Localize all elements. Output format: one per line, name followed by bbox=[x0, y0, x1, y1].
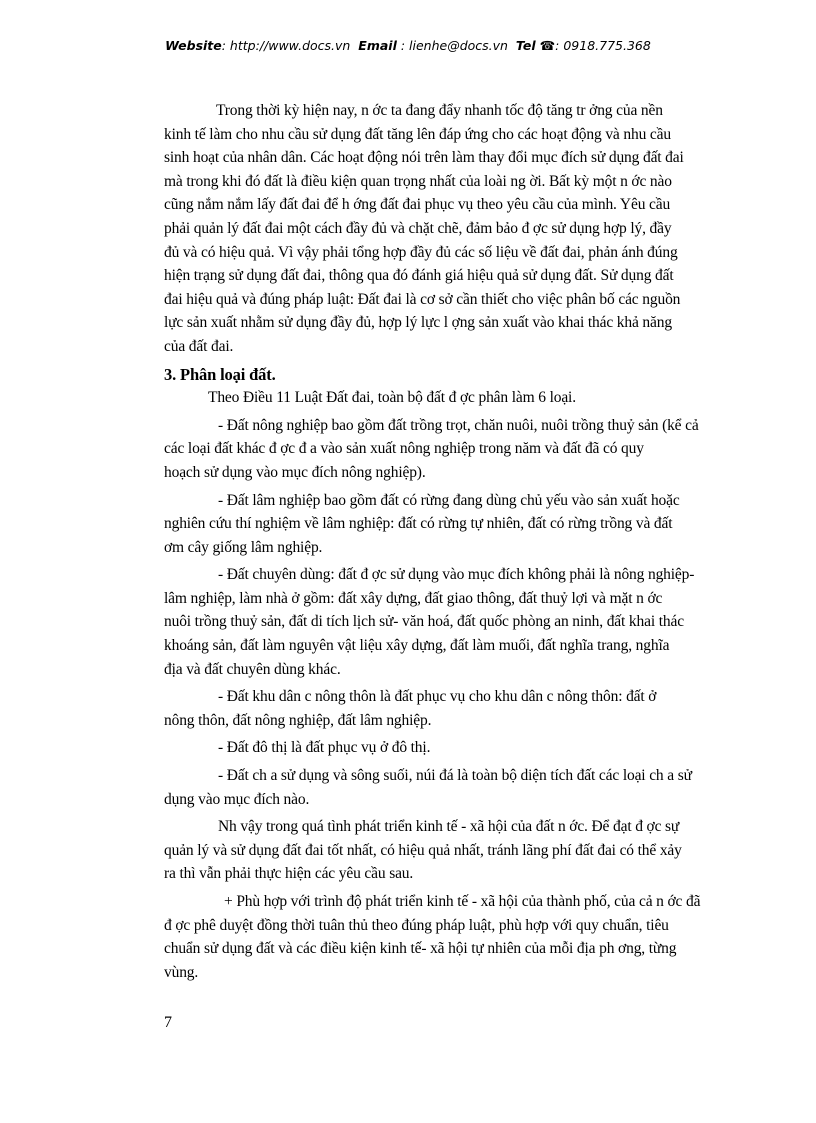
text-line: ơm cây giống lâm nghiệp. bbox=[164, 538, 323, 556]
paragraph-2 bbox=[164, 815, 794, 886]
document-body bbox=[164, 99, 794, 984]
text-line: hoạch sử dụng vào mục đích nông nghiệp). bbox=[164, 463, 426, 481]
text-line: Nh vậy trong quá tình phát triển kinh tế - xã hội của đất n ớc. Để đạt đ ợc sự bbox=[218, 818, 680, 836]
text-line: khoáng sản, đất làm nguyên vật liệu xây dựng, đất làm muối, đất nghĩa trang, nghĩa bbox=[164, 637, 670, 655]
text-line: dụng vào mục đích nào. bbox=[164, 790, 310, 808]
section-heading: 3. Phân loại đất. bbox=[164, 364, 276, 384]
text-line: hiện trạng sử dụng đất đai, thông qua đó đánh giá hiệu quả sử dụng đất. Sử dụng đất bbox=[164, 267, 674, 285]
text-line: nông thôn, đất nông nghiệp, đất lâm nghiệp. bbox=[164, 711, 432, 729]
text-line: - Đất nông nghiệp bao gồm đất trồng trọt, chăn nuôi, nuôi trồng thuỷ sản (kể cả bbox=[218, 416, 699, 434]
text-line: quản lý và sử dụng đất đai tốt nhất, có hiệu quả nhất, tránh lãng phí đất đai có thể xảy bbox=[164, 841, 682, 859]
website-label: Website bbox=[165, 38, 222, 53]
text-line: lực sản xuất nhằm sử dụng đầy đủ, hợp lý lực l ợng sản xuất vào khai thác khả năng bbox=[164, 314, 672, 332]
phone-icon: ☎ bbox=[539, 38, 556, 53]
text-line: chuẩn sử dụng đất và các điều kiện kinh tế- xã hội tự nhiên của mỗi địa ph ơng, từng bbox=[164, 940, 677, 958]
text-line: vùng. bbox=[164, 963, 199, 981]
list-item-agricultural-land bbox=[164, 414, 794, 485]
page-header bbox=[0, 38, 816, 53]
text-line: mà trong khi đó đất là điều kiện quan trọng nhất của loài ng ời. Bất kỳ một n ớc nào bbox=[164, 172, 672, 190]
list-item-urban-land: - Đất đô thị là đất phục vụ ở đô thị. bbox=[218, 739, 431, 757]
tel-value: : 0918.775.368 bbox=[555, 38, 651, 53]
text-line: nghiên cứu thí nghiệm về lâm nghiệp: đất có rừng tự nhiên, đất có rừng trồng và đất bbox=[164, 515, 673, 533]
text-line: + Phù hợp với trình độ phát triển kinh tế - xã hội của thành phố, của cả n ớc đã bbox=[224, 893, 701, 910]
text-line: - Đất lâm nghiệp bao gồm đất có rừng đang dùng chủ yếu vào sản xuất hoặc bbox=[218, 491, 680, 509]
text-line: lâm nghiệp, làm nhà ở gồm: đất xây dựng, đất giao thông, đất thuỷ lợi và mặt n ớc bbox=[164, 589, 663, 607]
list-item-unused-land bbox=[164, 764, 794, 811]
website-url[interactable]: : http://www.docs.vn bbox=[221, 38, 351, 53]
text-line: đai hiệu quả và đúng pháp luật: Đất đai là cơ sở cần thiết cho việc phân bố các nguồn bbox=[164, 290, 681, 308]
text-line: kinh tế làm cho nhu cầu sử dụng đất tăng lên đáp ứng cho các hoạt động và nhu cầu bbox=[164, 125, 671, 143]
paragraph-3 bbox=[164, 890, 794, 984]
text-line: cũng nắm nắm lấy đất đai để h ớng đất đai phục vụ theo yêu cầu của mình. Yêu cầu bbox=[164, 196, 671, 214]
list-item-rural-residential-land bbox=[164, 685, 794, 732]
list-item-special-use-land bbox=[164, 563, 794, 681]
text-line: địa và đất chuyên dùng khác. bbox=[164, 660, 341, 678]
text-line: - Đất khu dân c nông thôn là đất phục vụ cho khu dân c nông thôn: đất ở bbox=[218, 688, 657, 706]
text-line: phải quản lý đất đai một cách đầy đủ và chặt chẽ, đảm bảo đ ợc sử dụng hợp lý, đầy bbox=[164, 219, 672, 237]
paragraph-1 bbox=[164, 99, 794, 359]
text-line: - Đất chuyên dùng: đất đ ợc sử dụng vào mục đích không phải là nông nghiệp- bbox=[218, 566, 695, 584]
tel-label: Tel bbox=[515, 38, 536, 53]
page-number: 7 bbox=[164, 1014, 172, 1031]
text-line: ra thì vẫn phải thực hiện các yêu cầu sau. bbox=[164, 865, 414, 883]
text-line: đ ợc phê duyệt đồng thời tuân thủ theo đúng pháp luật, phù hợp với quy chuẩn, tiêu bbox=[164, 916, 669, 934]
text-line: sinh hoạt của nhân dân. Các hoạt động nói trên làm thay đổi mục đích sử dụng đất đai bbox=[164, 149, 684, 167]
list-item-forestry-land bbox=[164, 489, 794, 560]
text-line: Trong thời kỳ hiện nay, n ớc ta đang đẩy nhanh tốc độ tăng tr ởng của nền bbox=[216, 102, 663, 119]
email-value[interactable]: : lienhe@docs.vn bbox=[396, 38, 508, 53]
text-line: nuôi trồng thuỷ sản, đất di tích lịch sử- văn hoá, đất quốc phòng an ninh, đất khai thác bbox=[164, 613, 684, 631]
text-line: của đất đai. bbox=[164, 337, 234, 355]
text-line: - Đất ch a sử dụng và sông suối, núi đá là toàn bộ diện tích đất các loại ch a sử bbox=[218, 767, 692, 785]
text-line: các loại đất khác đ ợc đ a vào sản xuất nông nghiệp trong năm và đất đã có quy bbox=[164, 440, 644, 458]
email-label: Email bbox=[358, 38, 397, 53]
section-intro: Theo Điều 11 Luật Đất đai, toàn bộ đất đ ợc phân làm 6 loại. bbox=[208, 389, 576, 407]
text-line: đủ và có hiệu quả. Vì vậy phải tổng hợp đầy đủ các số liệu về đất đai, phản ánh đúng bbox=[164, 243, 678, 261]
